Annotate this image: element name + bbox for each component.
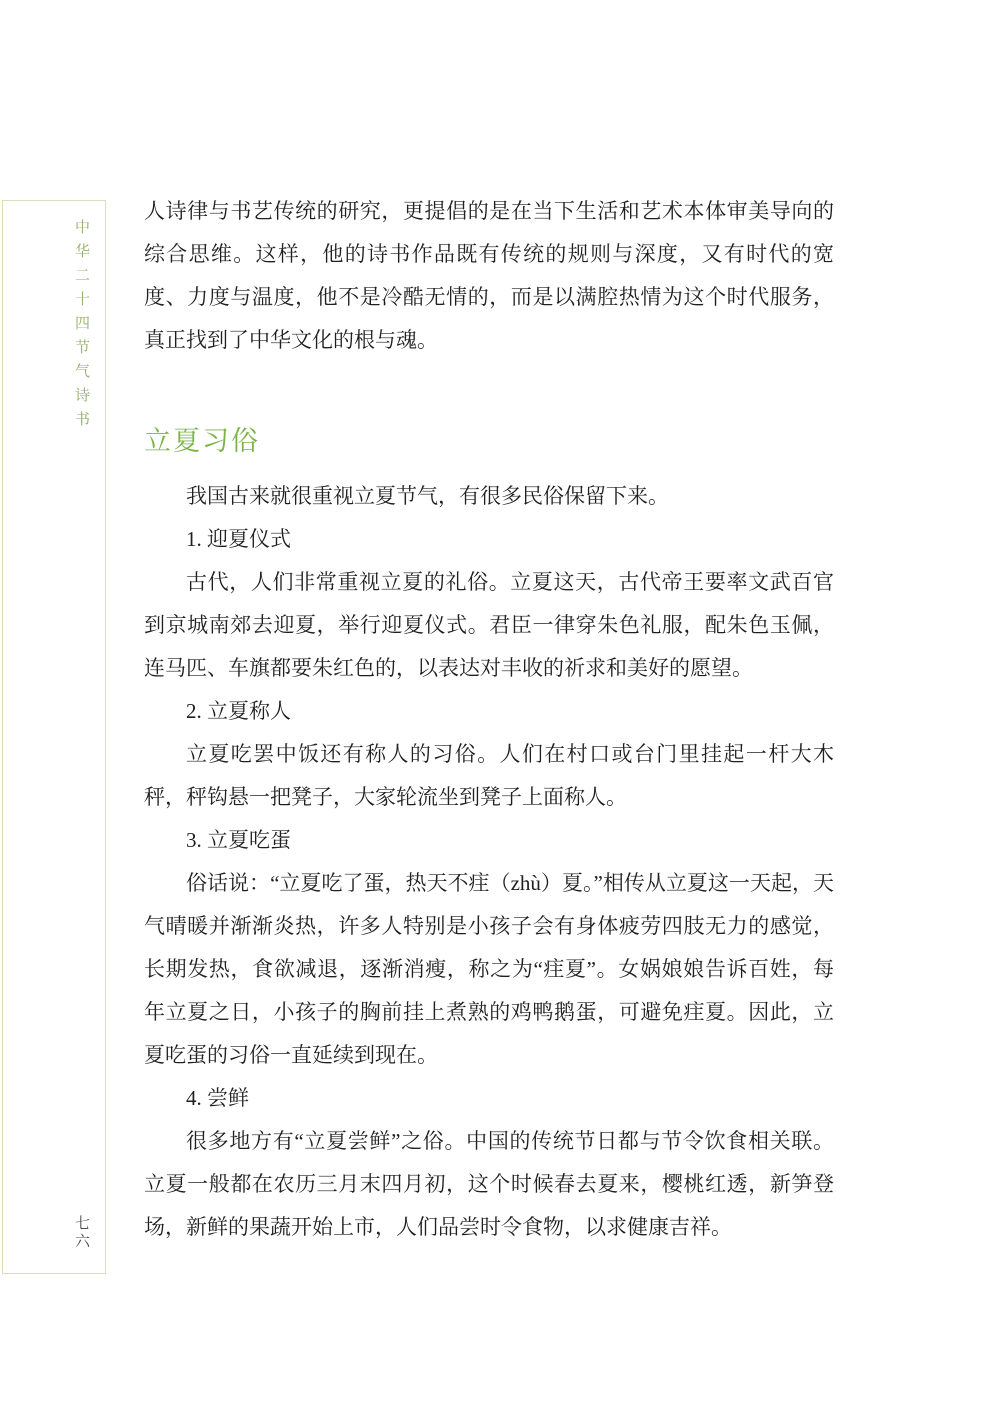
page-number: 七六 bbox=[73, 1215, 89, 1251]
sidebar-margin-box bbox=[2, 200, 106, 1274]
main-text-column bbox=[144, 190, 834, 1249]
custom-title-3: 3. 立夏吃蛋 bbox=[186, 828, 291, 852]
section-heading: 立夏习俗 bbox=[144, 426, 260, 456]
book-title-vertical: 中华二十四节气诗书 bbox=[73, 219, 89, 435]
custom-body-4: 很多地方有“立夏尝鲜”之俗。中国的传统节日都与节令饮食相关联。立夏一般都在农历三月末四月初，这个时候春去夏来，樱桃红透，新笋登场，新鲜的果蔬开始上市，人们品尝时令食物，以求健康吉祥。 bbox=[144, 1129, 834, 1239]
lead-paragraph: 我国古来就很重视立夏节气，有很多民俗保留下来。 bbox=[186, 484, 669, 508]
custom-title-1: 1. 迎夏仪式 bbox=[186, 527, 291, 551]
continued-paragraph: 人诗律与书艺传统的研究，更提倡的是在当下生活和艺术本体审美导向的综合思维。这样，他的诗书作品既有传统的规则与深度，又有时代的宽度、力度与温度，他不是冷酷无情的，而是以满腔热情为这个时代服务，真正找到了中华文化的根与魂。 bbox=[144, 199, 834, 352]
custom-body-2: 立夏吃罢中饭还有称人的习俗。人们在村口或台门里挂起一杆大木秤，秤钩悬一把凳子，大家轮流坐到凳子上面称人。 bbox=[144, 742, 834, 809]
custom-body-3: 俗话说：“立夏吃了蛋，热天不疰（zhù）夏。”相传从立夏这一天起，天气晴暖并渐渐炎热，许多人特别是小孩子会有身体疲劳四肢无力的感觉，长期发热，食欲减退，逐渐消瘦，称之为“疰夏”。女娲娘娘告诉百姓，每年立夏之日，小孩子的胸前挂上煮熟的鸡鸭鹅蛋，可避免疰夏。因此，立夏吃蛋的习俗一直延续到现在。 bbox=[144, 871, 834, 1067]
custom-title-2: 2. 立夏称人 bbox=[186, 699, 291, 723]
custom-title-4: 4. 尝鲜 bbox=[186, 1086, 249, 1110]
custom-body-1: 古代，人们非常重视立夏的礼俗。立夏这天，古代帝王要率文武百官到京城南郊去迎夏，举行迎夏仪式。君臣一律穿朱色礼服，配朱色玉佩，连马匹、车旗都要朱红色的，以表达对丰收的祈求和美好的愿望。 bbox=[144, 570, 834, 680]
